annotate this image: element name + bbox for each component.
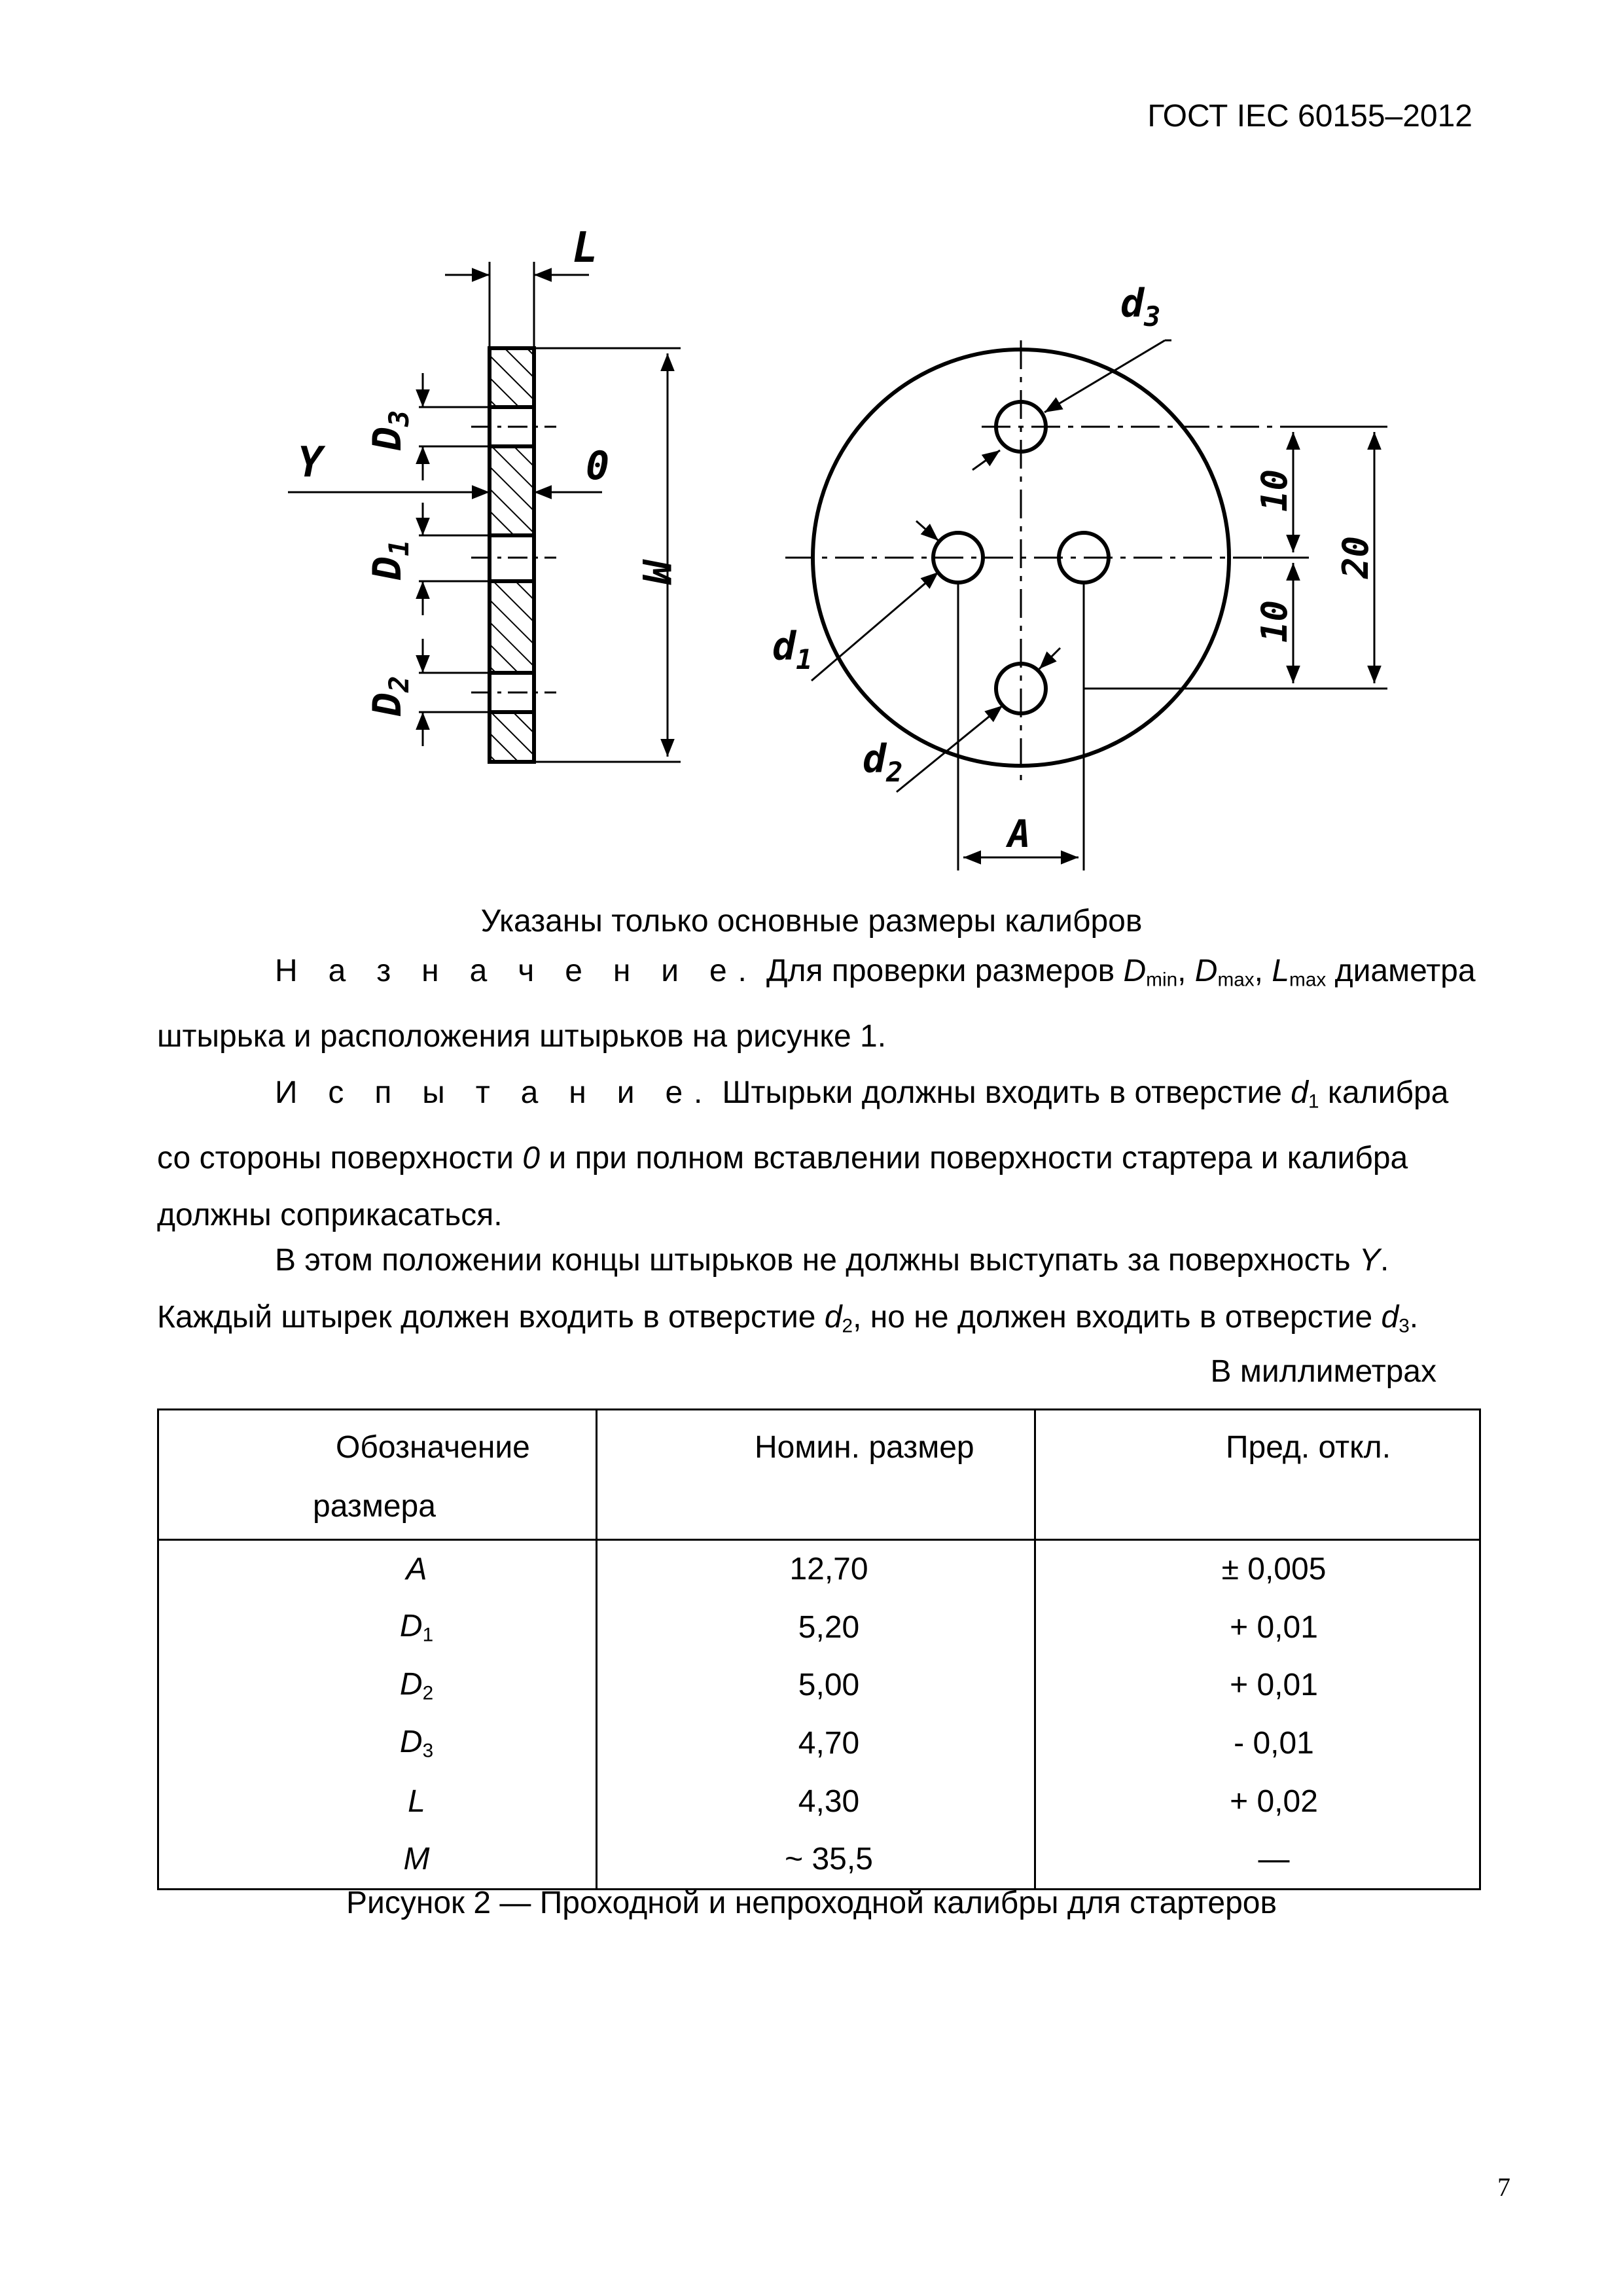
table-row (158, 1598, 1480, 1657)
cell-tolerance: + 0,02 (1035, 1772, 1480, 1831)
figure-caption: Рисунок 2 — Проходной и непроходной калибры для стартеров (346, 1886, 1277, 1920)
header-designation: Обозначение размера (158, 1410, 597, 1540)
label-D1 (365, 540, 415, 581)
svg-text:D1: $D_1$ (365, 539, 415, 580)
header-nominal: Номин. размер (597, 1410, 1035, 1540)
cell-tolerance: ± 0,005 (1035, 1539, 1480, 1598)
side-segment-top (490, 348, 534, 407)
label-D3 (365, 410, 415, 451)
cell-tolerance: + 0,01 (1035, 1598, 1480, 1657)
cell-nominal: 12,70 (597, 1539, 1035, 1598)
label-d1: $d_1$ (772, 624, 813, 675)
cell-nominal: 4,70 (597, 1714, 1035, 1772)
side-segment-lower (490, 581, 534, 673)
cell-nominal: 5,20 (597, 1598, 1035, 1657)
cell-designation: M (158, 1830, 597, 1889)
cell-designation: $D_2$ (158, 1657, 597, 1715)
label-A: A (1008, 812, 1031, 856)
svg-text:D3: $D_3$ (365, 410, 415, 450)
table-row (158, 1830, 1480, 1889)
purpose-paragraph: Н а з н а ч е н и е. Для проверки размеров $D_{min}$, $D_{max}$, $L_{max}$ диаметра штырька и расположения штырьков на рисунке 1. (157, 954, 1476, 1054)
cell-designation: L (158, 1772, 597, 1831)
label-dim-10-top: 10 (1254, 469, 1295, 512)
test-lead: И с п ы т а н и е. (275, 1075, 714, 1110)
label-surface-0: 0 (586, 443, 610, 489)
header-tolerance: Пред. откл. (1035, 1410, 1480, 1540)
front-view (785, 340, 1387, 870)
drawing-caption: Указаны только основные размеры калибров (480, 904, 1143, 939)
cell-designation: $D_3$ (158, 1714, 597, 1772)
cell-nominal: 4,30 (597, 1772, 1035, 1831)
table-header-row (158, 1410, 1480, 1540)
position-paragraph: В этом положении концы штырьков не должны выступать за поверхность Y. Каждый штырек должен входить в отверстие $d_2$, но не должен входить в отверстие $d_3$. (157, 1243, 1419, 1337)
label-d3: $d_3$ (1120, 281, 1161, 332)
cell-tolerance: - 0,01 (1035, 1714, 1480, 1772)
label-M: M (633, 560, 679, 584)
dimensions-table (157, 1408, 1481, 1890)
side-view (288, 262, 681, 762)
table-row (158, 1539, 1480, 1598)
cell-tolerance: + 0,01 (1035, 1657, 1480, 1715)
svg-text:D2: $D_2$ (365, 675, 415, 716)
page-number: 7 (1497, 2172, 1510, 2202)
label-dim-20: 20 (1335, 535, 1376, 579)
side-segment-middle (490, 446, 534, 535)
label-dim-10-bottom: 10 (1254, 600, 1295, 643)
label-L: L (573, 224, 598, 272)
table-row (158, 1714, 1480, 1772)
purpose-lead: Н а з н а ч е н и е. (275, 954, 758, 988)
test-paragraph: И с п ы т а н и е. Штырьки должны входить в отверстие $d_1$ калибра со стороны поверхности 0 и при полном вставлении поверхности стартера и калибра должны соприкасаться. (157, 1075, 1449, 1233)
cell-nominal: ~ 35,5 (597, 1830, 1035, 1889)
cell-nominal: 5,00 (597, 1657, 1035, 1715)
units-note: В миллиметрах (1210, 1354, 1436, 1389)
cell-designation: А (158, 1539, 597, 1598)
cell-tolerance: — (1035, 1830, 1480, 1889)
table-row (158, 1772, 1480, 1831)
table-row (158, 1657, 1480, 1715)
label-D2 (365, 676, 415, 717)
label-Y: Y (298, 439, 323, 487)
side-segment-bottom (490, 712, 534, 762)
gauge-drawing (0, 0, 1623, 890)
cell-designation: $D_1$ (158, 1598, 597, 1657)
document-id: ГОСТ IEC 60155–2012 (1147, 99, 1472, 134)
label-d2: $d_2$ (863, 736, 903, 788)
